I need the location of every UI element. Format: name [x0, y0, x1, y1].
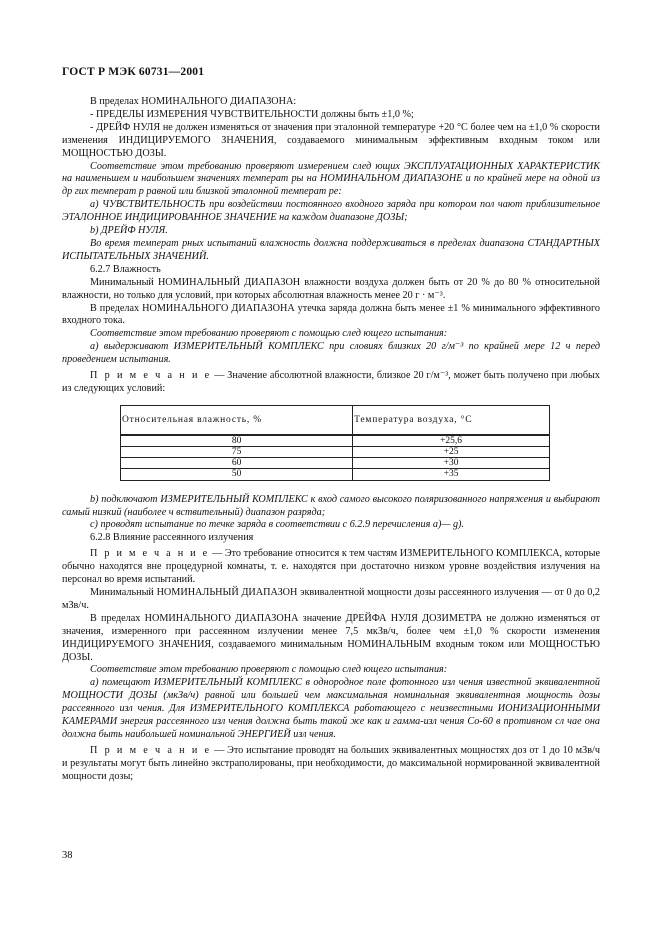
- note-label: П р и м е ч а н и е: [90, 370, 212, 382]
- note-label: П р и м е ч а н и е: [90, 548, 210, 560]
- table-cell: 75: [121, 447, 353, 458]
- note: [62, 548, 600, 587]
- note-text: — Это требование относится к тем частям ИЗМЕРИТЕЛЬНОГО КОМПЛЕКСА, которые обычно находятся вне процедурной комнаты, т. е. находятся при достаточно низком уровне воздействия излучения на персонал во время испытаний.: [62, 548, 600, 586]
- table-cell: +25,6: [353, 435, 550, 447]
- paragraph: Соответствие этом требованию проверяют с помощью след ющего испытания:: [90, 664, 448, 676]
- paragraph: b) ДРЕЙФ НУЛЯ.: [90, 225, 168, 237]
- paragraph: - ПРЕДЕЛЫ ИЗМЕРЕНИЯ ЧУВСТВИТЕЛЬНОСТИ должны быть ±1,0 %;: [90, 108, 414, 120]
- document-body: [62, 96, 600, 784]
- paragraph: Минимальный НОМИНАЛЬНЫЙ ДИАПАЗОН эквивалентной мощности дозы рассеянного излучения — от 0 до 0,2 мЗв/ч.: [62, 587, 600, 611]
- note-text: — Значение абсолютной влажности, близкое 20 г/м⁻³, может быть получено при любых из следующих условий:: [62, 370, 600, 394]
- table-header: Относительная влажность, %: [121, 405, 353, 435]
- paragraph: В пределах НОМИНАЛЬНОГО ДИАПАЗОНА утечка заряда должна быть менее ±1 % минимального эффективного входного тока.: [62, 302, 600, 327]
- section-heading: 6.2.7 Влажность: [90, 263, 161, 275]
- paragraph: с) проводят испытание по течке заряда в соответствии с 6.2.9 перечисления а)— g).: [90, 519, 464, 531]
- paragraph: В пределах НОМИНАЛЬНОГО ДИАПАЗОНА значение ДРЕЙФА НУЛЯ ДОЗИМЕТРА не должно изменяться от значения, измеренного при рассеянном излучении менее 7,5 мкЗв/ч, более чем ±1,0 % скорости изменения ИНДИЦИРУЕМОГО ЗНАЧЕНИЯ, создаваемого минимальным НОМИНАЛЬНЫМ входным током или МОЩНОСТЬЮ ДОЗЫ.: [62, 612, 600, 663]
- table-cell: 50: [121, 469, 353, 480]
- paragraph: Соответствие этом требованию проверяют с помощью след ющего испытания:: [90, 328, 448, 340]
- paragraph: b) подключают ИЗМЕРИТЕЛЬНЫЙ КОМПЛЕКС к вход самого высокого поляризованного напряжения и выбирают самый низкий (наиболее ч вствительный) диапазон разряда;: [62, 493, 600, 518]
- table-cell: 80: [121, 435, 353, 447]
- table-cell: 60: [121, 458, 353, 469]
- table-row: [121, 447, 550, 458]
- paragraph: Во время температ рных испытаний влажность должна поддерживаться в пределах диапазона СТАНДАРТНЫХ ИСПЫТАТЕЛЬНЫХ ЗНАЧЕНИЙ.: [62, 237, 600, 262]
- document-header: ГОСТ Р МЭК 60731—2001: [62, 66, 205, 78]
- paragraph: а) ЧУВСТВИТЕЛЬНОСТЬ при воздействии постоянного входного заряда при котором пол чают приблизительное ЭТАЛОННОЕ ИНДИЦИРОВАННОЕ ЗНАЧЕНИЕ на каждом диапазоне ДОЗЫ;: [62, 199, 600, 224]
- table-header: Температура воздуха, °С: [353, 405, 550, 435]
- table-row: [121, 458, 550, 469]
- page-number: 38: [62, 850, 73, 861]
- table-cell: +30: [353, 458, 550, 469]
- table-row: [121, 469, 550, 480]
- note-label: П р и м е ч а н и е: [90, 744, 212, 756]
- note: [62, 370, 600, 396]
- section-heading: 6.2.8 Влияние рассеянного излучения: [90, 532, 254, 544]
- note-text: — Это испытание проводят на больших эквивалентных мощностях доз от 1 до 10 мЗв/ч и результаты могут быть линейно экстраполированы, при необходимости, до максимальной нормированной эквивалентной мощности дозы;: [62, 744, 600, 782]
- paragraph: а) выдерживают ИЗМЕРИТЕЛЬНЫЙ КОМПЛЕКС при словиях близких 20 г/м⁻³ по крайней мере 12 ч перед проведением испытания.: [62, 341, 600, 366]
- paragraph: Соответствие этом требованию проверяют измерением след ющих ЭКСПЛУАТАЦИОННЫХ ХАРАКТЕРИСТИК на наименьшем и наибольшем значениях температ ры на НОМИНАЛЬНОМ ДИАПАЗОНЕ и по крайней мере на одной из др гих темперaт р равной или близкой эталонной температ ре:: [62, 160, 600, 198]
- table-cell: +25: [353, 447, 550, 458]
- table-cell: +35: [353, 469, 550, 480]
- note: [62, 745, 600, 784]
- paragraph: В пределах НОМИНАЛЬНОГО ДИАПАЗОНА:: [90, 96, 297, 107]
- paragraph: - ДРЕЙФ НУЛЯ не должен изменяться от значения при эталонной температуре +20 °С более чем на ±1,0 % скорости изменения ИНДИЦИРУЕМОГО ЗНАЧЕНИЯ, создаваемого минимальным эффективным входным током или МОЩНОСТЬЮ ДОЗЫ.: [62, 121, 600, 159]
- paragraph: а) помещают ИЗМЕРИТЕЛЬНЫЙ КОМПЛЕКС в однородное поле фотонного изл чения известной эквивалентной МОЩНОСТИ ДОЗЫ (мкЗв/ч) равной или большей чем максимальная номинальная эквивалентная мощность дозы рассеянного изл чения. Для ИЗМЕРИТЕЛЬНОГО КОМПЛЕКСА работающего с неизвестными ИОНИЗАЦИОННЫМИ КАМЕРАМИ энергия рассеянного изл чения должна быть такой же как и гамма-изл чения Со-60 в противном сл чае она должна быть наибольшей номинальной ЭНЕРГИЕЙ изл чения.: [62, 677, 600, 740]
- humidity-table: [120, 405, 550, 481]
- paragraph: Минимальный НОМИНАЛЬНЫЙ ДИАПАЗОН влажности воздуха должен быть от 20 % до 80 % относительной влажности, но только для условий, при которых абсолютная влажность менее 20 г · м⁻³.: [62, 276, 600, 301]
- table-row: [121, 435, 550, 447]
